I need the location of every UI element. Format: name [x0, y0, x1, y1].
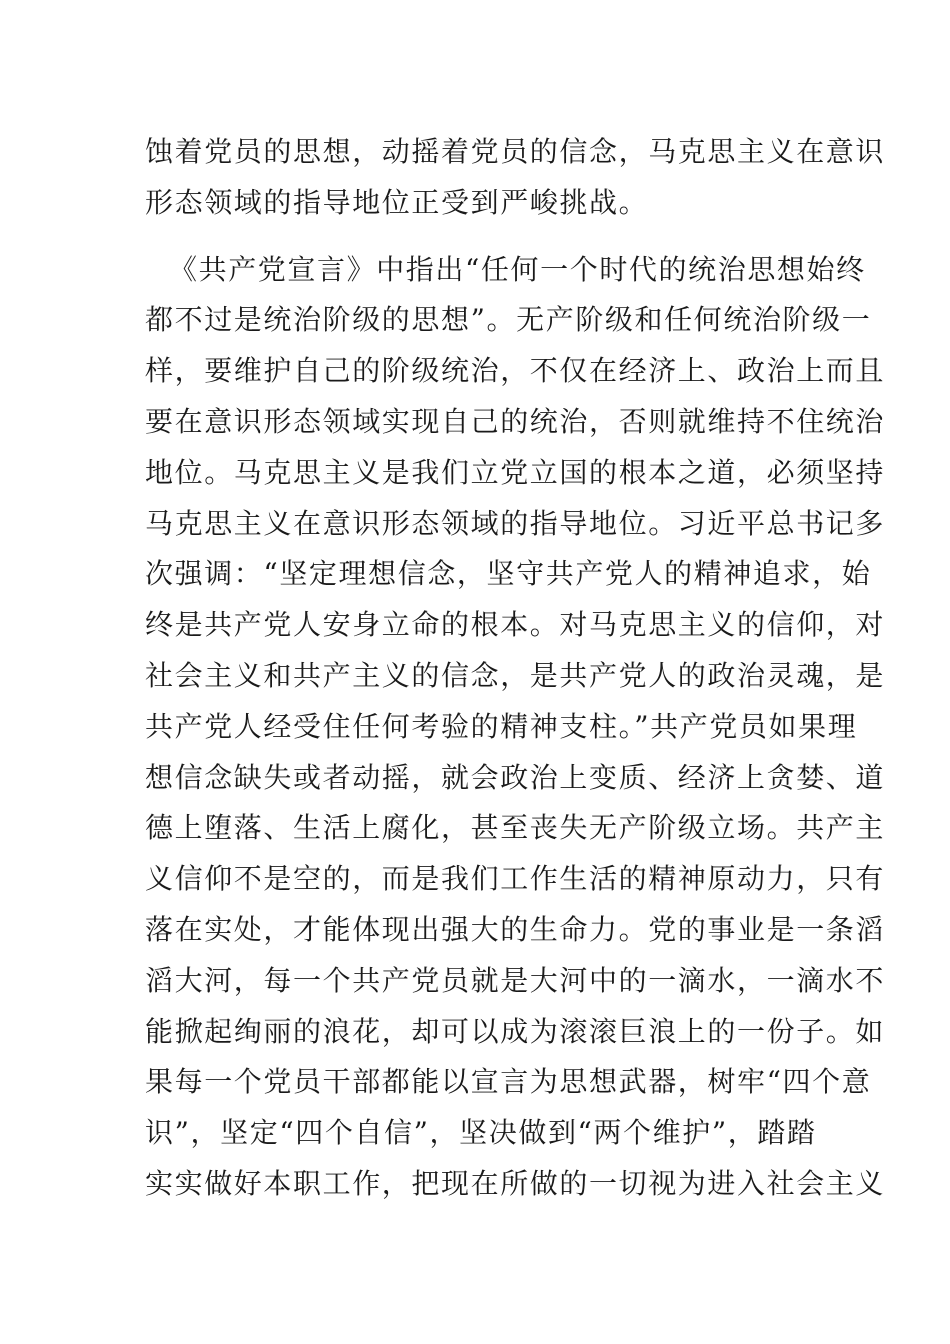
text-line: 形态领域的指导地位正受到严峻挑战。 — [145, 185, 649, 219]
text-line: 《共产党宣言》中指出“任何一个时代的统治思想始终 — [169, 252, 866, 286]
text-line: 终是共产党人安身立命的根本。对马克思主义的信仰，对 — [145, 608, 886, 642]
text-line: 社会主义和共产主义的信念，是共产党人的政治灵魂，是 — [145, 658, 886, 692]
text-line: 要在意识形态领域实现自己的统治，否则就维持不住统治 — [145, 404, 886, 438]
paragraph-2 — [145, 245, 886, 1210]
text-line: 蚀着党员的思想，动摇着党员的信念，马克思主义在意识 — [145, 135, 886, 168]
text-line: 共产党人经受住任何考验的精神支柱。”共产党员如果理 — [145, 709, 858, 743]
text-line: 马克思主义在意识形态领域的指导地位。习近平总书记多 — [145, 506, 886, 540]
text-line: 果每一个党员干部都能以宣言为思想武器，树牢“四个意 — [145, 1065, 872, 1099]
text-line: 都不过是统治阶级的思想”。无产阶级和任何统治阶级一 — [145, 303, 872, 337]
text-line: 想信念缺失或者动摇，就会政治上变质、经济上贪婪、道 — [145, 760, 886, 794]
document-body — [145, 127, 886, 1210]
text-line: 次强调：“坚定理想信念，坚守共产党人的精神追求，始 — [145, 557, 872, 591]
text-line: 落在实处，才能体现出强大的生命力。党的事业是一条滔 — [145, 912, 886, 946]
text-line: 样，要维护自己的阶级统治，不仅在经济上、政治上而且 — [145, 354, 886, 388]
text-line: 滔大河，每一个共产党员就是大河中的一滴水，一滴水不 — [145, 963, 886, 997]
paragraph-spacer — [145, 229, 805, 245]
text-line: 能掀起绚丽的浪花，却可以成为滚滚巨浪上的一份子。如 — [145, 1014, 886, 1048]
text-line: 义信仰不是空的，而是我们工作生活的精神原动力，只有 — [145, 862, 886, 896]
text-line: 地位。马克思主义是我们立党立国的根本之道，必须坚持 — [145, 455, 886, 489]
paragraph-1 — [145, 127, 886, 229]
text-line: 识”，坚定“四个自信”，坚决做到“两个维护”，踏踏 — [145, 1116, 817, 1150]
text-line: 实实做好本职工作，把现在所做的一切视为进入社会主义 — [145, 1166, 886, 1200]
text-line: 德上堕落、生活上腐化，甚至丧失无产阶级立场。共产主 — [145, 811, 886, 845]
